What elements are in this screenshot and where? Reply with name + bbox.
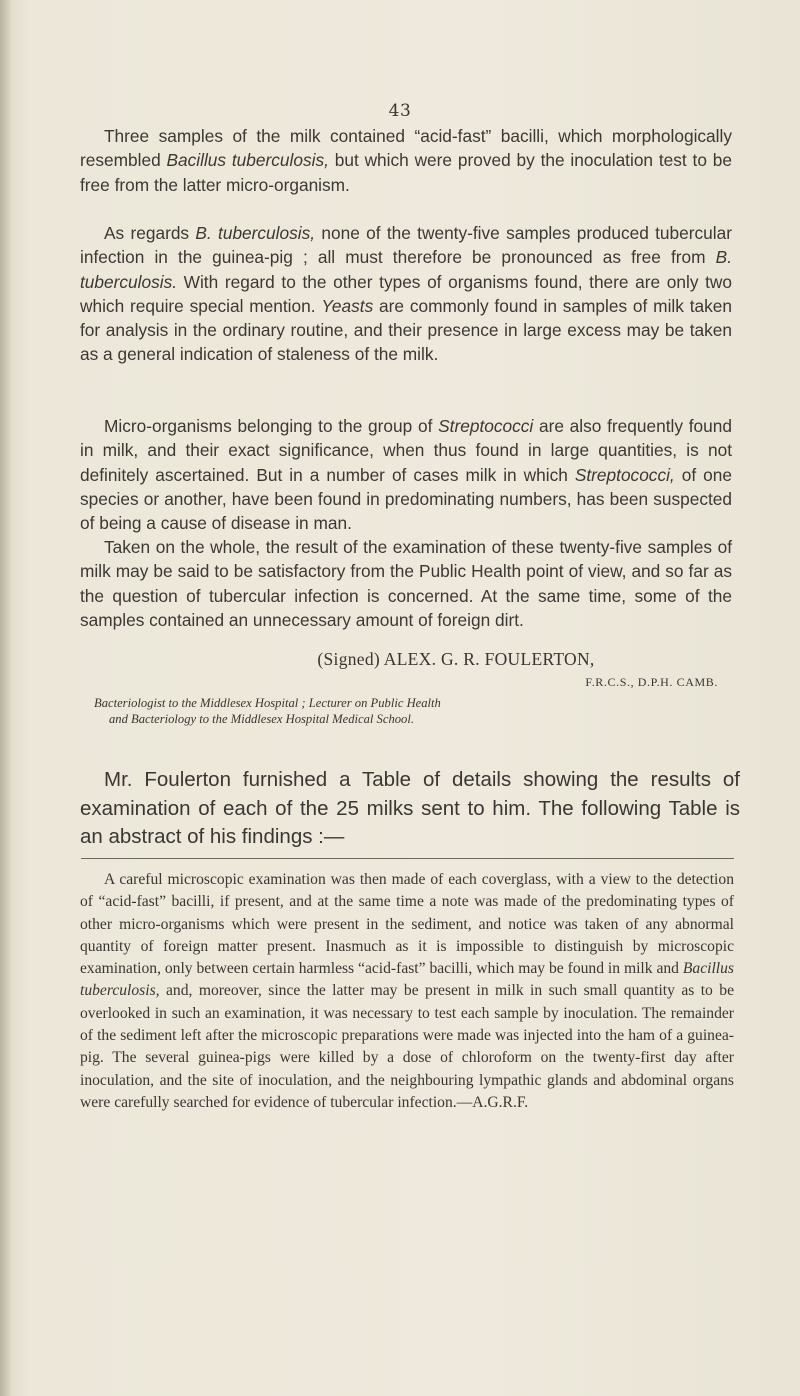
paragraph-tuberculosis-yeasts: As regards B. tuberculosis, none of the twenty-five samples produced tubercular infection in the guinea-pig ; all must therefore be pronounced as free from B. tuberculosis. With regard to the other types of organisms found, there are only two which require special mention. Yeasts are commonly found in samples of milk taken for analysis in the ordinary routine, and their presence in large excess may be taken as a general indication of staleness of the milk. [80,223,732,365]
paragraph-streptococci: Micro-organisms belonging to the group of Streptococci are also frequently found in milk, and their exact significance, when thus found in large quantities, is not definitely ascertained. But in a number of cases milk in which Streptococci, of one species or another, have been found in predominating numbers, has been suspected of being a cause of disease in man. [80,416,732,534]
signature-line: (Signed) ALEX. G. R. FOULERTON, [317,649,595,669]
paragraph-acid-fast-bacilli: Three samples of the milk contained “acid-fast” bacilli, which morphologically resembled Bacillus tuberculosis, but which were proved by the inoculation test to be free from the latter micro-organism. [80,126,732,195]
signature-role-line-1: Bacteriologist to the Middlesex Hospital ; Lecturer on Public Health [94,696,441,710]
table-introduction: Mr. Foulerton furnished a Table of details showing the results of examination of each of the 25 milks sent to him. The following Table is an abstract of his findings :— [80,768,740,848]
signature-block [80,649,732,727]
signature-role-line-2: and Bacteriology to the Middlesex Hospital Medical School. [109,712,414,726]
binding-shadow [0,0,12,1396]
paragraph-conclusion: Taken on the whole, the result of the examination of these twenty-five samples of milk may be said to be satisfactory from the Public Health point of view, and so far as the question of tubercular infection is concerned. At the same time, some of the samples contained an unnecessary amount of foreign dirt. [80,537,732,630]
signature-roles [80,695,732,727]
method-note: A careful microscopic examination was then made of each coverglass, with a view to the detection of “acid-fast” bacilli, if present, and at the same time a note was made of the predominating types of other micro-organisms which were present in the sediment, and notice was taken of any abnormal quantity of foreign matter present. Inasmuch as it is impossible to distinguish by microscopic examination, only between certain harmless “acid-fast” bacilli, which may be found in milk and Bacillus tuberculosis, and, moreover, since the latter may be present in milk in such small quantity as to be overlooked in such an examination, it was necessary to test each sample by inoculation. The remainder of the sediment left after the microscopic preparations were made was injected into the ham of a guinea-pig. The several guinea-pigs were killed by a dose of chloroform on the twenty-first day after inoculation, and the site of inoculation, and the neighbouring lympathic glands and abdominal organs were carefully searched for evidence of tubercular infection.—A.G.R.F. [80,871,734,1111]
horizontal-rule [81,858,734,859]
signature-qualifications: F.R.C.S., D.P.H. CAMB. [585,675,718,689]
page-number: 43 [388,101,412,121]
